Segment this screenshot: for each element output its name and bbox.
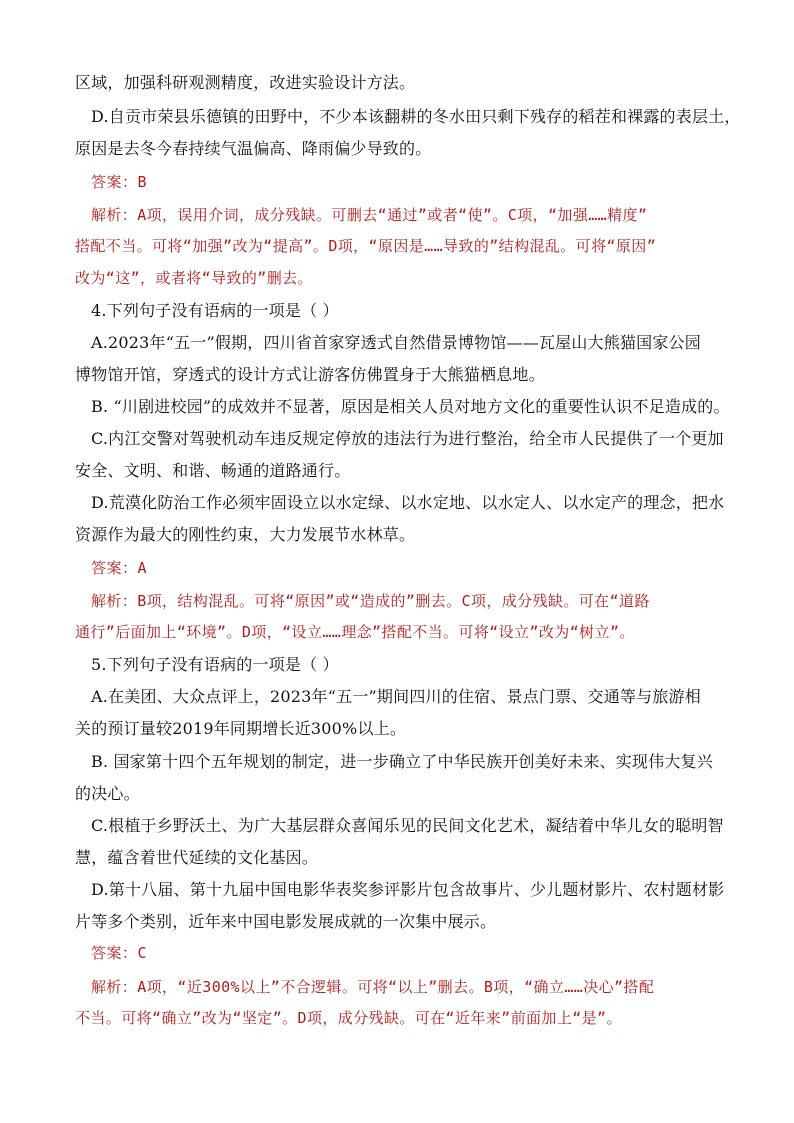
q4-explanation-line2: 通行”后面加上“环境”。D项，“设立……理念”搭配不当。可将“设立”改为“树立”。: [75, 623, 635, 641]
q4-option-a-line1: A.2023年“五一”假期，四川省首家穿透式自然借景博物馆——瓦屋山大熊猫国家公园: [91, 333, 701, 352]
q5-option-b-line1: B. 国家第十四个五年规划的制定，进一步确立了中华民族开创美好未来、实现伟大复兴: [91, 752, 713, 771]
q4-option-a-line2: 博物馆开馆，穿透式的设计方式让游客仿佛置身于大熊猫栖息地。: [75, 365, 545, 384]
q3-option-d-line1: D.自贡市荣县乐德镇的田野中，不少本该翻耕的冬水田只剩下残存的稻茬和裸露的表层土，: [91, 107, 741, 126]
q3-answer: 答案：B: [91, 173, 148, 191]
q4-option-c-line1: C.内江交警对驾驶机动车违反规定停放的违法行为进行整治，给全市人民提供了一个更加: [91, 429, 724, 448]
q5-explanation-line2: 不当。可将“确立”改为“坚定”。D项，成分残缺。可在“近年来”前面加上“是”。: [75, 1009, 622, 1027]
q5-option-a-line2: 关的预订量较2019年同期增长近300%以上。: [75, 719, 407, 738]
q5-option-c-line2: 慧，蕴含着世代延续的文化基因。: [75, 848, 319, 867]
q4-explanation-line1: 解析：B项，结构混乱。可将“原因”或“造成的”删去。C项，成分残缺。可在“道路: [91, 592, 650, 610]
q4-option-b: B. “川剧进校园”的成效并不显著，原因是相关人员对地方文化的重要性认识不足造成的。: [91, 397, 730, 416]
q5-stem: 5.下列句子没有语病的一项是（ ）: [91, 655, 339, 674]
q4-option-d-line1: D.荒漠化防治工作必须牢固设立以水定绿、以水定地、以水定人、以水定产的理念，把水: [91, 493, 725, 512]
q4-answer: 答案：A: [91, 559, 148, 577]
q5-option-d-line2: 片等多个类别，近年来中国电影发展成就的一次集中展示。: [75, 912, 497, 931]
q5-option-d-line1: D.第十八届、第十九届中国电影华表奖参评影片包含故事片、少儿题材影片、农村题材影: [91, 880, 725, 899]
q5-option-a-line1: A.在美团、大众点评上，2023年“五一”期间四川的住宿、景点门票、交通等与旅游相: [91, 687, 701, 706]
q4-option-c-line2: 安全、文明、和谐、畅通的道路通行。: [75, 461, 351, 480]
q3-option-d-line2: 原因是去冬今春持续气温偏高、降雨偏少导致的。: [75, 139, 432, 158]
q5-answer: 答案：C: [91, 944, 148, 962]
q3-option-c-end: 区域，加强科研观测精度，改进实验设计方法。: [75, 73, 416, 92]
q5-option-b-line2: 的决心。: [75, 784, 140, 803]
q4-option-d-line2: 资源作为最大的刚性约束，大力发展节水林草。: [75, 525, 416, 544]
q5-explanation-line1: 解析：A项，“近300%以上”不合逻辑。可将“以上”删去。B项，“确立……决心”搭配: [91, 978, 655, 996]
q4-stem: 4.下列句子没有语病的一项是（ ）: [91, 301, 339, 320]
q3-explanation-line2: 搭配不当。可将“加强”改为“提高”。D项，“原因是……导致的”结构混乱。可将“原因”: [75, 237, 657, 255]
q3-explanation-line1: 解析：A项，误用介词，成分残缺。可删去“通过”或者“使”。C项，“加强……精度”: [91, 206, 648, 224]
q5-option-c-line1: C.根植于乡野沃土、为广大基层群众喜闻乐见的民间文化艺术，凝结着中华儿女的聪明智: [91, 816, 724, 835]
q3-explanation-line3: 改为“这”，或者将“导致的”删去。: [75, 269, 313, 287]
